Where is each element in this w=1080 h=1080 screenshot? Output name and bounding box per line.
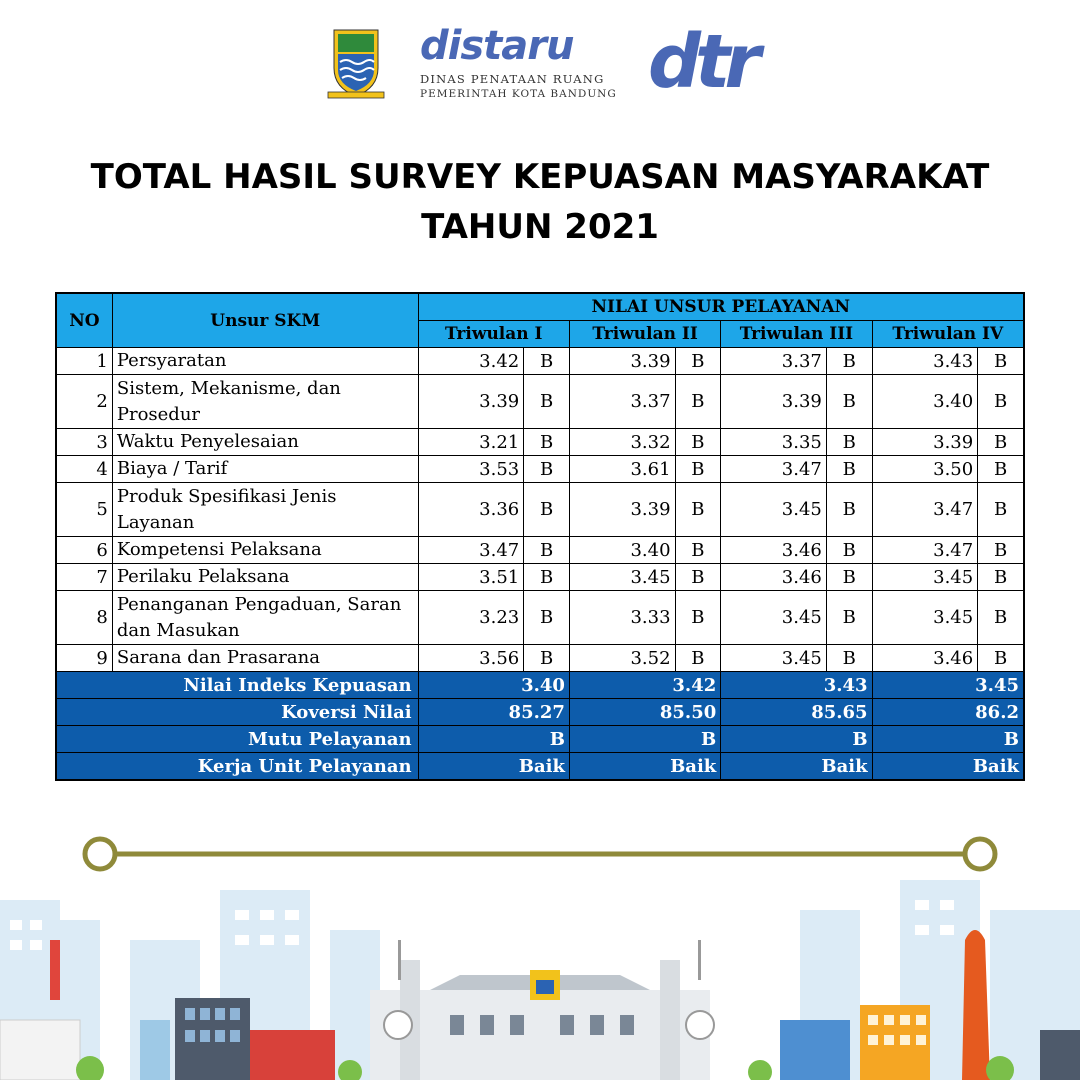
summary-value: Baik	[418, 753, 569, 781]
summary-label: Mutu Pelayanan	[56, 726, 418, 753]
unsur-name: Sistem, Mekanisme, dan Prosedur	[112, 375, 418, 429]
quarter-grade: B	[826, 564, 872, 591]
summary-label: Kerja Unit Pelayanan	[56, 753, 418, 781]
quarter-grade: B	[978, 348, 1024, 375]
quarter-score: 3.53	[418, 456, 524, 483]
quarter-grade: B	[826, 537, 872, 564]
summary-value: B	[872, 726, 1024, 753]
unsur-name: Biaya / Tarif	[112, 456, 418, 483]
quarter-grade: B	[675, 564, 721, 591]
summary-value: 86.2	[872, 699, 1024, 726]
quarter-grade: B	[524, 429, 570, 456]
quarter-grade: B	[675, 429, 721, 456]
quarter-score: 3.46	[721, 537, 827, 564]
agency-name: DINAS PENATAAN RUANG	[420, 72, 605, 86]
summary-value: 85.65	[721, 699, 872, 726]
row-number: 6	[56, 537, 112, 564]
quarter-grade: B	[675, 645, 721, 672]
quarter-score: 3.32	[569, 429, 675, 456]
quarter-score: 3.47	[872, 483, 978, 537]
quarter-grade: B	[978, 537, 1024, 564]
summary-value: 3.42	[569, 672, 720, 699]
quarter-score: 3.23	[418, 591, 524, 645]
quarter-grade: B	[524, 591, 570, 645]
quarter-grade: B	[524, 348, 570, 375]
quarter-grade: B	[978, 375, 1024, 429]
unsur-name: Kompetensi Pelaksana	[112, 537, 418, 564]
quarter-score: 3.47	[872, 537, 978, 564]
dtr-logo: dtr	[648, 19, 755, 105]
quarter-score: 3.42	[418, 348, 524, 375]
summary-value: 3.45	[872, 672, 1024, 699]
summary-value: Baik	[721, 753, 872, 781]
summary-row	[56, 726, 1024, 753]
table-row	[56, 483, 1024, 537]
quarter-score: 3.39	[569, 348, 675, 375]
quarter-grade: B	[826, 483, 872, 537]
unsur-name: Produk Spesifikasi Jenis Layanan	[112, 483, 418, 537]
quarter-score: 3.45	[872, 591, 978, 645]
row-number: 1	[56, 348, 112, 375]
quarter-score: 3.61	[569, 456, 675, 483]
quarter-score: 3.39	[872, 429, 978, 456]
quarter-score: 3.21	[418, 429, 524, 456]
quarter-score: 3.52	[569, 645, 675, 672]
quarter-score: 3.45	[721, 645, 827, 672]
summary-value: 3.40	[418, 672, 569, 699]
table-row	[56, 375, 1024, 429]
quarter-header-1: Triwulan I	[418, 321, 569, 348]
table-header-row	[56, 293, 1024, 321]
quarter-grade: B	[826, 456, 872, 483]
quarter-grade: B	[826, 348, 872, 375]
summary-value: Baik	[872, 753, 1024, 781]
table-row	[56, 645, 1024, 672]
quarter-score: 3.36	[418, 483, 524, 537]
summary-row	[56, 753, 1024, 781]
quarter-grade: B	[524, 645, 570, 672]
row-number: 9	[56, 645, 112, 672]
page-title	[0, 152, 1080, 252]
distaru-wordmark: distaru	[420, 23, 574, 69]
quarter-grade: B	[978, 456, 1024, 483]
quarter-score: 3.39	[721, 375, 827, 429]
quarter-score: 3.39	[418, 375, 524, 429]
survey-results-table	[55, 292, 1025, 781]
table-row	[56, 537, 1024, 564]
row-number: 3	[56, 429, 112, 456]
summary-value: B	[569, 726, 720, 753]
quarter-score: 3.51	[418, 564, 524, 591]
title-line-2: TAHUN 2021	[421, 207, 659, 247]
table-row	[56, 348, 1024, 375]
table-row	[56, 456, 1024, 483]
quarter-score: 3.47	[721, 456, 827, 483]
quarter-score: 3.45	[569, 564, 675, 591]
quarter-grade: B	[675, 348, 721, 375]
quarter-score: 3.45	[721, 591, 827, 645]
quarter-grade: B	[826, 591, 872, 645]
quarter-grade: B	[978, 483, 1024, 537]
table-row	[56, 591, 1024, 645]
summary-value: B	[721, 726, 872, 753]
quarter-header-4: Triwulan IV	[872, 321, 1024, 348]
summary-label: Koversi Nilai	[56, 699, 418, 726]
quarter-score: 3.43	[872, 348, 978, 375]
quarter-score: 3.35	[721, 429, 827, 456]
quarter-grade: B	[826, 645, 872, 672]
unsur-name: Perilaku Pelaksana	[112, 564, 418, 591]
quarter-score: 3.46	[872, 645, 978, 672]
table-row	[56, 564, 1024, 591]
quarter-grade: B	[524, 375, 570, 429]
row-number: 5	[56, 483, 112, 537]
group-header: NILAI UNSUR PELAYANAN	[418, 293, 1024, 321]
row-number: 8	[56, 591, 112, 645]
unsur-name: Persyaratan	[112, 348, 418, 375]
quarter-score: 3.45	[872, 564, 978, 591]
quarter-score: 3.46	[721, 564, 827, 591]
bandung-crest-logo	[326, 28, 386, 100]
summary-row	[56, 699, 1024, 726]
quarter-grade: B	[675, 375, 721, 429]
title-line-1: TOTAL HASIL SURVEY KEPUASAN MASYARAKAT	[90, 157, 990, 197]
summary-row	[56, 672, 1024, 699]
quarter-grade: B	[675, 456, 721, 483]
quarter-grade: B	[978, 645, 1024, 672]
agency-government: PEMERINTAH KOTA BANDUNG	[420, 88, 617, 100]
quarter-grade: B	[978, 429, 1024, 456]
row-number: 7	[56, 564, 112, 591]
quarter-grade: B	[524, 483, 570, 537]
unsur-name: Sarana dan Prasarana	[112, 645, 418, 672]
city-skyline-illustration	[0, 880, 1080, 1080]
unsur-name: Penanganan Pengaduan, Saran dan Masukan	[112, 591, 418, 645]
quarter-grade: B	[826, 429, 872, 456]
summary-value: 85.50	[569, 699, 720, 726]
quarter-grade: B	[524, 564, 570, 591]
quarter-header-3: Triwulan III	[721, 321, 872, 348]
quarter-grade: B	[675, 483, 721, 537]
unsur-name: Waktu Penyelesaian	[112, 429, 418, 456]
table-row	[56, 429, 1024, 456]
summary-value: 3.43	[721, 672, 872, 699]
quarter-score: 3.37	[569, 375, 675, 429]
summary-value: B	[418, 726, 569, 753]
quarter-grade: B	[826, 375, 872, 429]
quarter-score: 3.45	[721, 483, 827, 537]
decorative-divider	[82, 836, 998, 872]
quarter-header-2: Triwulan II	[569, 321, 720, 348]
quarter-score: 3.40	[872, 375, 978, 429]
quarter-grade: B	[978, 591, 1024, 645]
col-unsur-header: Unsur SKM	[112, 293, 418, 348]
col-no-header: NO	[56, 293, 112, 348]
quarter-grade: B	[675, 537, 721, 564]
quarter-score: 3.33	[569, 591, 675, 645]
quarter-score: 3.47	[418, 537, 524, 564]
summary-value: 85.27	[418, 699, 569, 726]
table-body	[56, 348, 1024, 781]
row-number: 4	[56, 456, 112, 483]
quarter-grade: B	[675, 591, 721, 645]
quarter-score: 3.40	[569, 537, 675, 564]
summary-label: Nilai Indeks Kepuasan	[56, 672, 418, 699]
quarter-score: 3.39	[569, 483, 675, 537]
quarter-grade: B	[978, 564, 1024, 591]
quarter-score: 3.50	[872, 456, 978, 483]
header-logos	[0, 19, 1080, 105]
quarter-grade: B	[524, 537, 570, 564]
quarter-score: 3.56	[418, 645, 524, 672]
quarter-score: 3.37	[721, 348, 827, 375]
summary-value: Baik	[569, 753, 720, 781]
quarter-grade: B	[524, 456, 570, 483]
row-number: 2	[56, 375, 112, 429]
distaru-logo	[420, 23, 620, 106]
